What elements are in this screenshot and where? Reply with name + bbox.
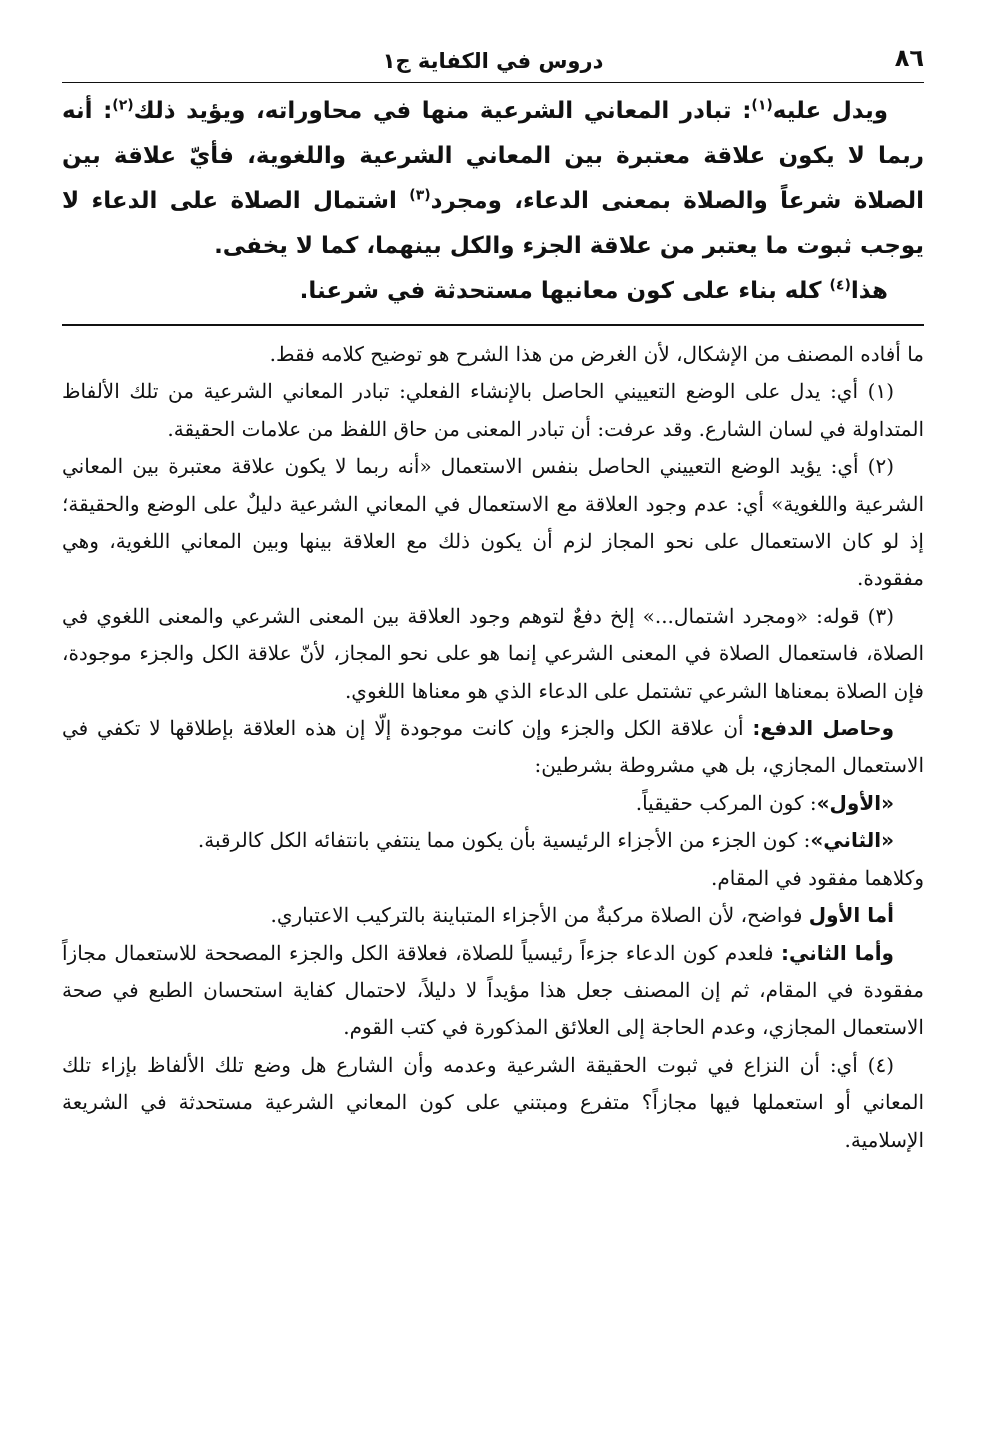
running-title: دروس في الكفاية ج١ xyxy=(382,49,604,73)
first-explanation-label: أما الأول xyxy=(808,903,894,928)
main-text-segment: : أنه ربما لا يكون علاقة معتبرة بين المعاني الشرعية واللغوية، فأيّ علاقة بين الصلاة شرعاً والصلاة بمعنى الدعاء، ومجرد xyxy=(62,98,924,214)
footnote-ref-2: (٢) xyxy=(112,97,134,114)
footnotes xyxy=(62,336,924,1159)
condition-second-label: «الثاني» xyxy=(810,828,894,853)
condition-first-text: : كون المركب حقيقياً. xyxy=(635,790,817,815)
condition-first-label: «الأول» xyxy=(816,790,894,815)
resolution-text: أن علاقة الكل والجزء وإن كانت موجودة إلّا إن هذه العلاقة بإطلاقها لا تكفي في الاستعمال المجازي، بل هي مشروطة بشرطين: xyxy=(62,716,924,778)
footnote-4: (٤) أي: أن النزاع في ثبوت الحقيقة الشرعية وعدمه وأن الشارع هل وضع تلك الألفاظ بإزاء تلك المعاني أو استعملها فيها مجازاً؟ متفرع ومبتني على كون المعاني الشرعية مستحدثة في الشريعة الإسلامية. xyxy=(62,1052,924,1152)
second-explanation-label: وأما الثاني: xyxy=(781,940,894,965)
footnote-ref-3: (٣) xyxy=(409,187,431,204)
main-paragraph-1 xyxy=(62,89,924,269)
page-header xyxy=(62,40,924,82)
footnote-separator xyxy=(62,324,924,326)
main-paragraph-2 xyxy=(62,269,924,314)
page-number: ٨٦ xyxy=(894,44,924,72)
main-text-segment: : تبادر المعاني الشرعية منها في محاوراته، ويؤيد ذلك xyxy=(133,98,752,124)
header-rule xyxy=(62,82,924,83)
second-explanation-text: فلعدم كون الدعاء جزءاً رئيسياً للصلاة، فعلاقة الكل والجزء المصححة للاستعمال مجازاً مفقودة في المقام، ثم إن المصنف جعل هذا مؤيداً لا دليلاً، لاحتمال كفاية استحسان الطبع في صحة الاستعمال المجازي، وعدم الحاجة إلى العلائق المذكورة في كتب القوم. xyxy=(62,940,924,1040)
footnote-ref-1: (١) xyxy=(751,97,773,114)
first-explanation-text: فواضح، لأن الصلاة مركبةٌ من الأجزاء المتباينة بالتركيب الاعتباري. xyxy=(270,903,809,928)
footnote-carryover: ما أفاده المصنف من الإشكال، لأن الغرض من هذا الشرح هو توضيح كلامه فقط. xyxy=(269,342,924,366)
main-text-segment: هذا xyxy=(850,278,888,304)
main-text-segment: اشتمال الصلاة على الدعاء لا يوجب ثبوت ما يعتبر من علاقة الجزء والكل بينهما، كما لا يخفى. xyxy=(62,188,924,259)
second-explanation xyxy=(62,935,924,1047)
footnote-ref-4: (٤) xyxy=(829,277,851,294)
footnote-2: (٢) أي: يؤيد الوضع التعييني الحاصل بنفس الاستعمال «أنه ربما لا يكون علاقة معتبرة بين المعاني الشرعية واللغوية» أي: عدم وجود العلاقة مع الاستعمال في المعاني الشرعية دليلٌ على الوضع والحقيقة؛ إذ لو كان الاستعمال على نحو المجاز لزم أن يكون ذلك مع العلاقة بينها وبين المعاني اللغوية، وهي مفقودة. xyxy=(62,454,924,591)
footnote-1: (١) أي: يدل على الوضع التعييني الحاصل بالإنشاء الفعلي: تبادر المعاني الشرعية من تلك الألفاظ المتداولة في لسان الشارع. وقد عرفت: أن تبادر المعنى من حاق اللفظ من علامات الحقيقة. xyxy=(62,379,924,441)
footnote-3-resolution xyxy=(62,710,924,785)
condition-first xyxy=(62,785,924,822)
main-text-segment: كله بناء على كون معانيها مستحدثة في شرعنا. xyxy=(299,278,830,304)
both-missing-line: وكلاهما مفقود في المقام. xyxy=(711,865,924,890)
first-explanation xyxy=(62,897,924,934)
main-text xyxy=(62,89,924,314)
condition-second xyxy=(62,822,924,859)
resolution-label: وحاصل الدفع: xyxy=(752,716,895,741)
condition-second-text: : كون الجزء من الأجزاء الرئيسية بأن يكون مما ينتفي بانتفائه الكل كالرقبة. xyxy=(197,828,811,853)
book-page xyxy=(62,40,924,1440)
footnote-3: (٣) قوله: «ومجرد اشتمال...» إلخ دفعٌ لتوهم وجود العلاقة بين المعنى الشرعي والمعنى اللغوي في الصلاة، فاستعمال الصلاة في المعنى الشرعي إنما هو على نحو المجاز، لأنّ علاقة الكل والجزء موجودة، فإن الصلاة بمعناها الشرعي تشتمل على الدعاء الذي هو معناها اللغوي. xyxy=(62,603,924,703)
main-text-segment: ويدل عليه xyxy=(772,98,889,124)
